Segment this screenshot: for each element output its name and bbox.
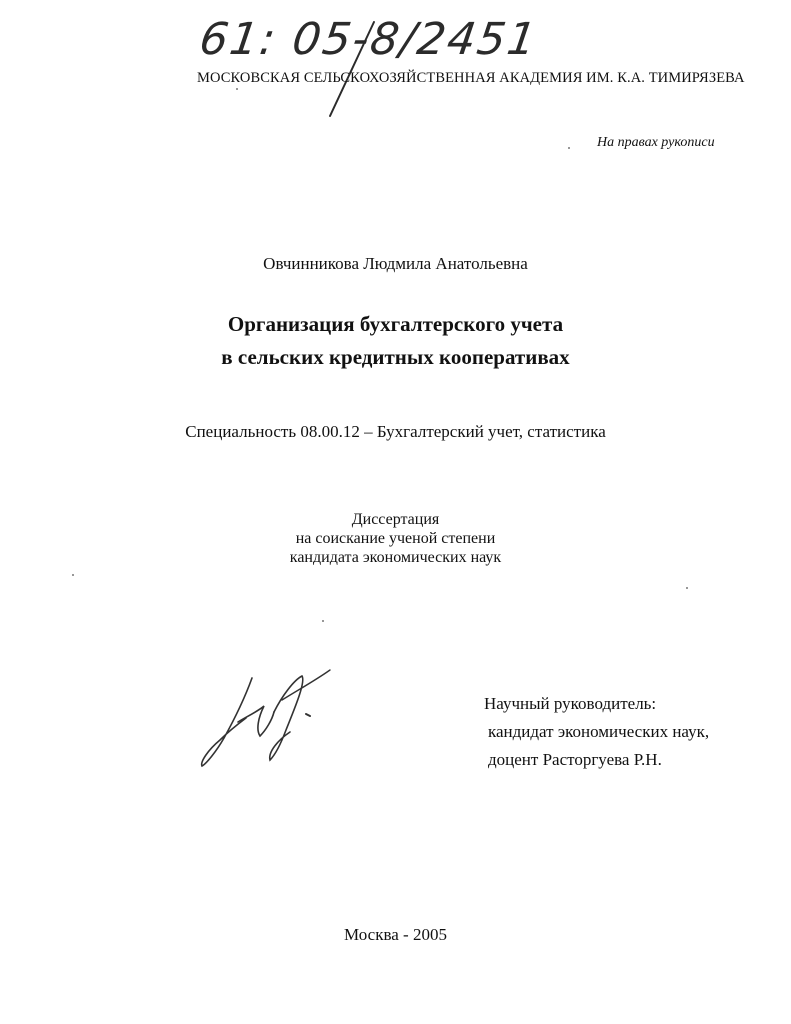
degree-line-1: Диссертация xyxy=(351,511,440,528)
dissertation-title xyxy=(0,308,791,374)
title-line-2: в сельских кредитных кооперативах xyxy=(221,345,570,369)
scan-speck xyxy=(236,88,238,90)
scan-speck xyxy=(322,620,324,622)
handwritten-archive-code: 61: 05-8/2451 xyxy=(196,14,542,65)
advisor-name: доцент Расторгуева Р.Н. xyxy=(488,750,662,769)
degree-line-2: на соискание ученой степени xyxy=(295,530,496,547)
advisor-degree: кандидат экономических наук, xyxy=(488,722,710,741)
institution-name: МОСКОВСКАЯ СЕЛЬСКОХОЗЯЙСТВЕННАЯ АКАДЕМИЯ ИМ. К.А. ТИМИРЯЗЕВА xyxy=(197,70,745,86)
speciality: Специальность 08.00.12 – Бухгалтерский учет, статистика xyxy=(185,422,606,441)
rights-note: На правах рукописи xyxy=(597,135,715,150)
degree-line-3: кандидата экономических наук xyxy=(289,549,502,566)
city-year: Москва - 2005 xyxy=(344,925,447,944)
degree-statement xyxy=(0,510,791,567)
scan-speck xyxy=(568,147,570,149)
author-name: Овчинникова Людмила Анатольевна xyxy=(263,254,528,273)
title-line-1: Организация бухгалтерского учета xyxy=(227,312,564,336)
handwritten-signature xyxy=(198,660,348,775)
advisor-label: Научный руководитель: xyxy=(484,694,657,713)
scan-speck xyxy=(72,574,74,576)
scan-speck xyxy=(686,587,688,589)
scientific-advisor xyxy=(484,690,709,774)
